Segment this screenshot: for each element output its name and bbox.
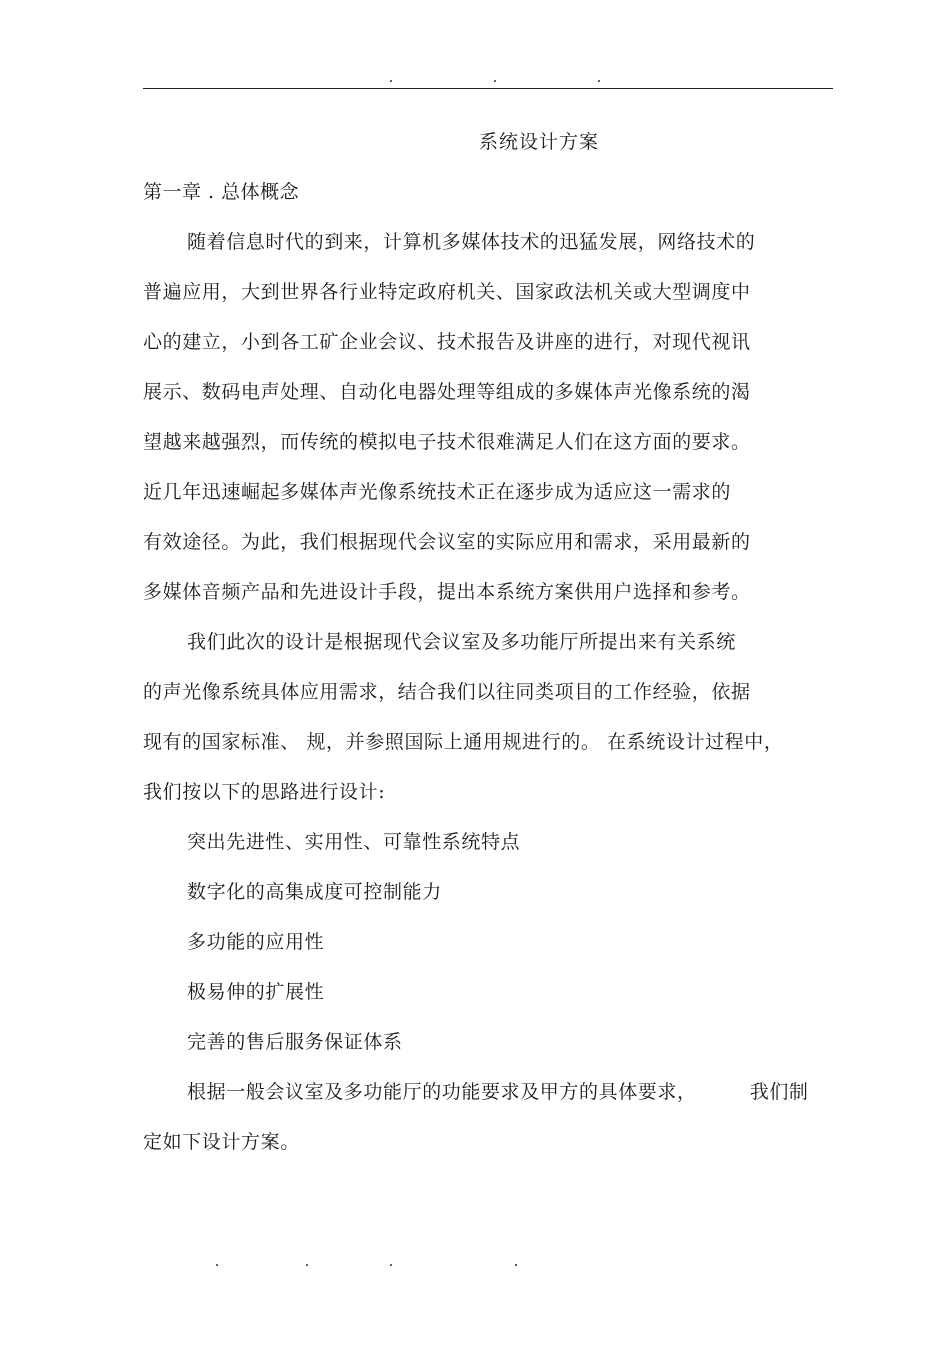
chapter-heading: 第一章 . 总体概念 [143,181,300,203]
list-item: 完善的售后服务保证体系 [187,1031,403,1053]
paragraph-line: 有效途径。为此，我们根据现代会议室的实际应用和需求，采用最新的 [143,531,751,553]
paragraph-line: 定如下设计方案。 [143,1131,300,1153]
paragraph-line: 普遍应用，大到世界各行业特定政府机关、国家政法机关或大型调度中 [143,281,751,303]
paragraph-line: 心的建立，小到各工矿企业会议、技术报告及讲座的进行，对现代视讯 [143,331,751,353]
paragraph-line: 根据一般会议室及多功能厅的功能要求及甲方的具体要求， 我们制 [187,1081,809,1103]
footer-dot [390,1264,392,1266]
list-item: 突出先进性、实用性、可靠性系统特点 [187,831,521,853]
document-title: 系统设计方案 [478,131,599,153]
footer-dots [0,1258,950,1270]
paragraph-line: 随着信息时代的到来，计算机多媒体技术的迅猛发展，网络技术的 [187,231,756,253]
paragraph-line: 展示、数码电声处理、自动化电器处理等组成的多媒体声光像系统的渴 [143,381,751,403]
paragraph-line: 多媒体音频产品和先进设计手段，提出本系统方案供用户选择和参考。 [143,581,751,603]
footer-dot [216,1264,218,1266]
paragraph-line: 近几年迅速崛起多媒体声光像系统技术正在逐步成为适应这一需求的 [143,481,732,503]
header-dot [598,80,600,82]
footer-dot [306,1264,308,1266]
header-rule [143,88,833,89]
list-item: 多功能的应用性 [187,931,325,953]
paragraph-line: 望越来越强烈，而传统的模拟电子技术很难满足人们在这方面的要求。 [143,431,751,453]
header-dot [494,80,496,82]
footer-dot [515,1264,517,1266]
paragraph-line: 的声光像系统具体应用需求，结合我们以往同类项目的工作经验，依据 [143,681,751,703]
paragraph-line: 我们按以下的思路进行设计: [143,781,386,803]
list-item: 数字化的高集成度可控制能力 [187,881,442,903]
header-dot [390,80,392,82]
paragraph-line: 我们此次的设计是根据现代会议室及多功能厅所提出来有关系统 [187,631,736,653]
list-item: 极易伸的扩展性 [187,981,325,1003]
paragraph-line: 现有的国家标准、 规，并参照国际上通用规进行的。 在系统设计过程中， [143,731,784,753]
header-dots [0,72,950,84]
